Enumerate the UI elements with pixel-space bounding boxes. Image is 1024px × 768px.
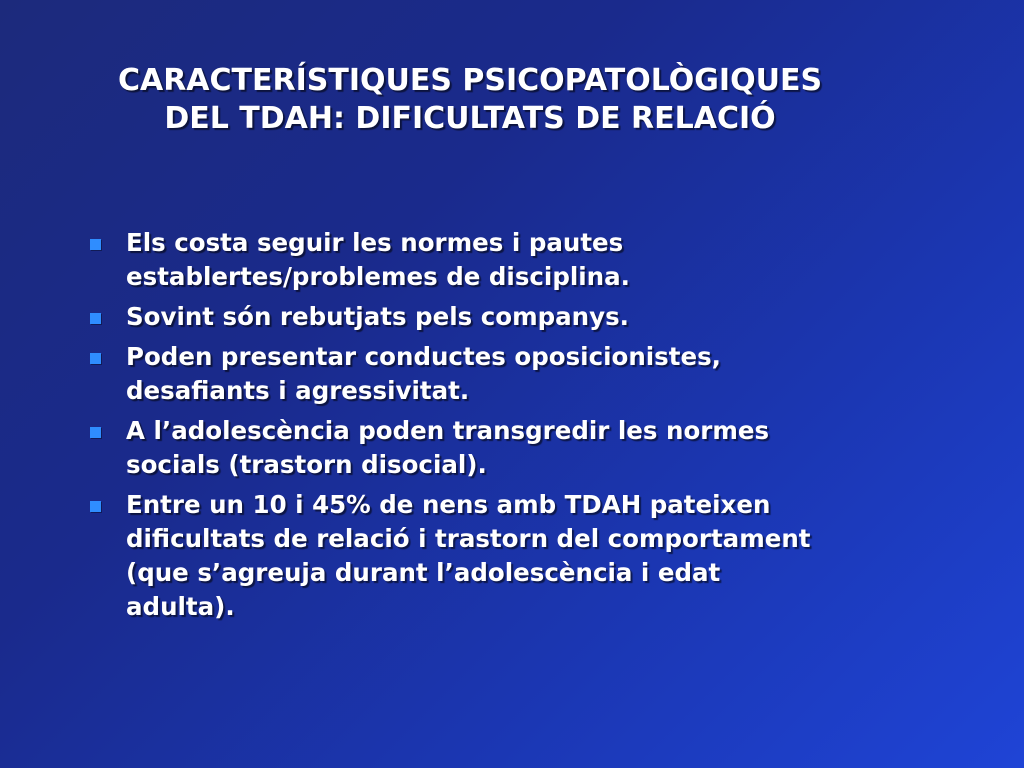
square-bullet-icon: [90, 353, 101, 364]
title-line-2: DEL TDAH: DIFICULTATS DE RELACIÓ: [164, 101, 776, 136]
bullet-item: [84, 226, 944, 294]
bullet-line: dificultats de relació i trastorn del comportament: [126, 524, 811, 553]
square-bullet-icon: [90, 313, 101, 324]
bullet-line: establertes/problemes de disciplina.: [126, 262, 630, 291]
bullet-item: [84, 488, 944, 624]
bullet-item: [84, 300, 944, 334]
square-bullet-icon: [90, 239, 101, 250]
bullet-line: (que s’agreuja durant l’adolescència i edat: [126, 558, 721, 587]
bullet-line: socials (trastorn disocial).: [126, 450, 487, 479]
bullet-item: [84, 414, 944, 482]
square-bullet-icon: [90, 427, 101, 438]
bullet-line: desafiants i agressivitat.: [126, 376, 470, 405]
slide-title: [30, 62, 910, 138]
bullet-line: adulta).: [126, 592, 235, 621]
bullet-line: Els costa seguir les normes i pautes: [126, 228, 624, 257]
title-line-1: CARACTERÍSTIQUES PSICOPATOLÒGIQUES: [117, 63, 823, 98]
bullet-item: [84, 340, 944, 408]
bullet-line: A l’adolescència poden transgredir les normes: [126, 416, 770, 445]
bullet-line: Poden presentar conductes oposicionistes,: [126, 342, 721, 371]
bullet-line: Entre un 10 i 45% de nens amb TDAH pateixen: [126, 490, 771, 519]
square-bullet-icon: [90, 501, 101, 512]
bullet-list: [84, 226, 944, 630]
bullet-line: Sovint són rebutjats pels companys.: [126, 302, 629, 331]
